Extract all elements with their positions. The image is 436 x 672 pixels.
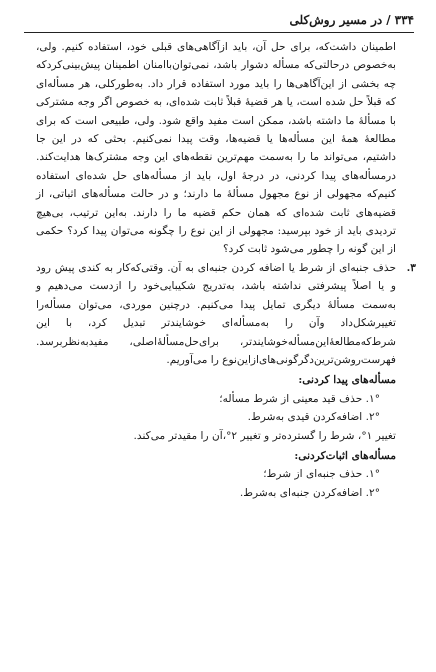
running-title: در مسیر روش‌کلی <box>289 13 383 27</box>
page-number: ۳۳۴ <box>394 13 414 27</box>
item-3-text: حذف جنبه‌ای از شرط یا اضافه کردن جنبه‌ای به آن. وقتی‌که‌کار به کندی پیش رود و یا اصلاً پیشرفتی نداشته باشد، به‌تدریج شکیبایی‌خود را ازدست می‌دهیم و به‌سمت مسألهٔ دیگری تمایل پیدا می‌کنیم. درچنین موردی، می‌توان مسأله‌را تغییرشکل‌داد وآن را به‌مسأله‌ای خوشایندتر تبدیل کرد، با این شرط‌که‌مطالعهٔ‌این‌مسأله‌خوشایند‌تر، برای‌حل‌مسألهٔ‌اصلی، مفیدبه‌نظربرسد. فهرست‌روشن‌ترین‌دگرگونی‌های‌ازاین‌نوع را می‌آوریم. <box>36 261 396 366</box>
running-header <box>24 8 414 33</box>
findable-heading: مسأله‌های پیدا کردنی: <box>298 374 396 387</box>
findable-item-1: ۱°. حذف قید معینی از شرط مسأله؛ <box>219 392 380 405</box>
provable-item-2: ۲°. اضافه‌کردن جنبه‌ای به‌شرط. <box>239 486 380 499</box>
item-3 <box>36 259 416 369</box>
findable-item-2: ۲°. اضافه‌کردن قیدی به‌شرط. <box>247 411 380 424</box>
provable-item-1: ۱°. حذف جنبه‌ای از شرط؛ <box>263 468 380 481</box>
paragraph: اطمینان داشت‌که، برای حل آن، باید ازآگاهی‌های قبلی خود، استفاده کنیم. ولی، به‌خصوص درحالتی‌که مسأله دشوار باشد، نمی‌توان‌باامنان اطمینان پیش‌بینی‌کردکه چه بخشی از این‌آگاهی‌ها را باید مورد استفاده قرار داد. به‌طورکلی، هر مسأله‌ای که قبلاً حل شده است، یا هر قضیهٔ قبلاً ثابت شده‌ای، به خصوص اگر وجه مشترکی با مسألهٔ ما داشته باشد، ممکن است مفید واقع شود. ولی، طبیعی است که برای مطالعهٔ همهٔ این مسأله‌ها یا قضیه‌ها، وقت پیدا نمی‌کنیم. بحثی که در این جا داشتیم، می‌تواند ما را به‌سمت مهم‌ترین نقطه‌های این وجه مشترک‌ها هدایت‌کند. درمسأله‌های پیدا کردنی، در درجهٔ اول، باید از مسأله‌های حل شده‌ای استفاده کنیم‌که مجهولی از نوع مجهول مسألهٔ ما دارند؛ و در حالت مسأله‌های اثباتی، از قضیه‌های ثابت شده‌ای که همان حکم قضیه ما را دارند. به‌این ترتیب، بی‌هیچ تردیدی باید از خود بپرسید: مجهولی از این نوع را چگونه می‌توان پیدا کرد؟ حکمی از این گونه را چطور می‌شود ثابت کرد؟ <box>36 41 396 256</box>
provable-heading: مسأله‌های اثبات‌کردنی: <box>294 449 396 462</box>
header-separator: / <box>386 13 391 27</box>
item-number: ۳. <box>406 261 416 274</box>
body-text <box>36 38 416 502</box>
findable-note: تغییر ۱°، شرط را گسترده‌تر و تغییر ۲°،آن را مقیدتر می‌کند. <box>133 429 396 442</box>
